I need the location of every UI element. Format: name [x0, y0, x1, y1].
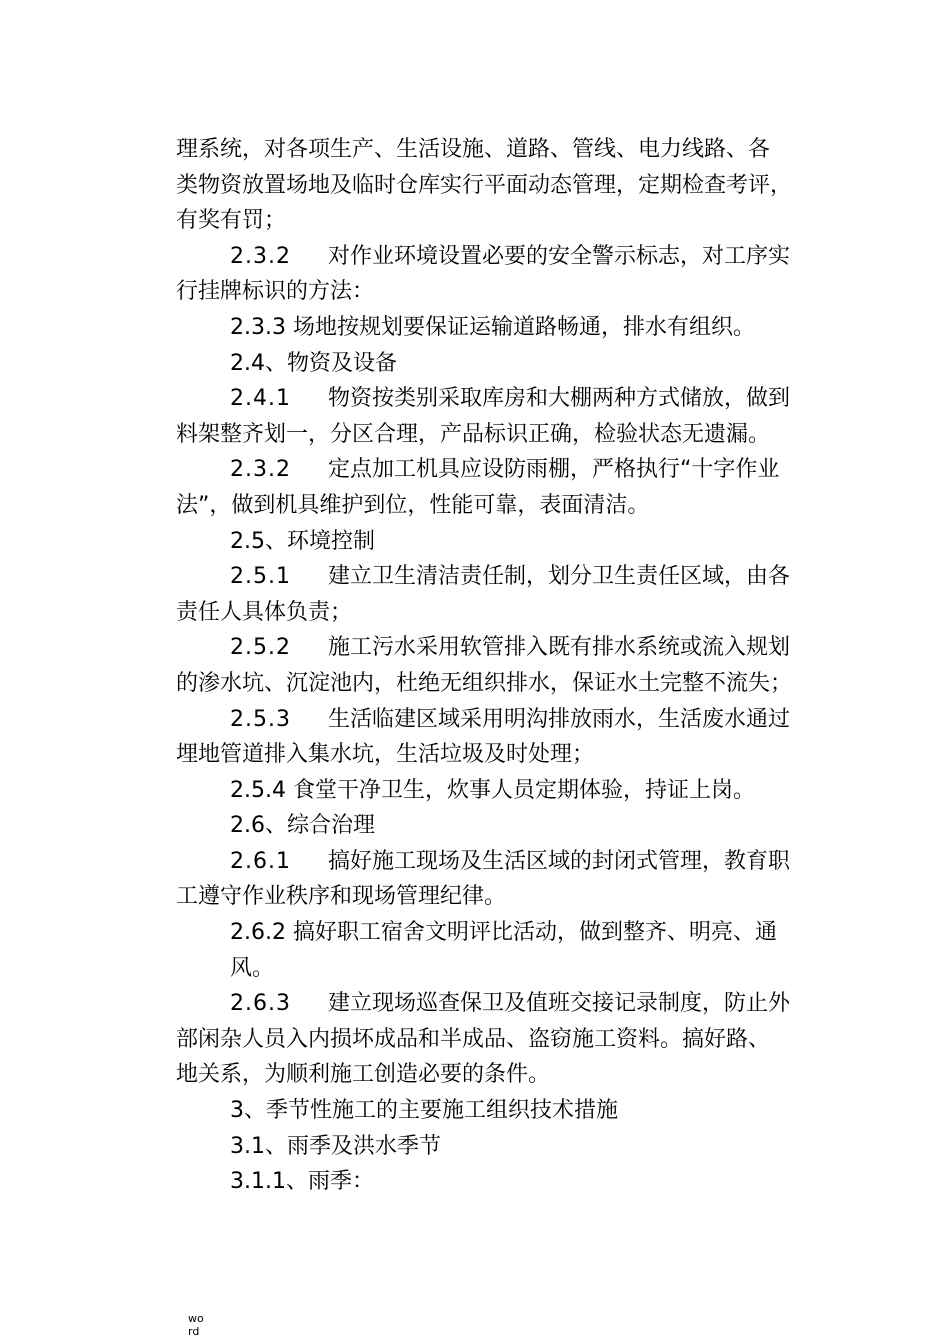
text-line: [176, 346, 826, 382]
text-line: [176, 1093, 826, 1129]
text-line: [176, 168, 826, 204]
page-footer: [188, 1312, 204, 1338]
text-line: [176, 1057, 826, 1093]
line-text: 理系统，对各项生产、生活设施、道路、管线、电力线路、各: [176, 137, 771, 162]
line-text: 搞好施工现场及生活区域的封闭式管理，教育职: [328, 848, 791, 874]
text-line: [176, 630, 826, 666]
text-line: [176, 488, 826, 524]
text-line: [176, 844, 826, 880]
footer-text-line-1: wo: [188, 1312, 204, 1325]
line-text: 风。: [230, 955, 275, 981]
line-text: 2.3.3 场地按规划要保证运输道路畅通，排水有组织。: [230, 314, 755, 340]
text-line: [176, 595, 826, 631]
text-line: [176, 951, 826, 987]
text-line: [176, 524, 826, 560]
section-number: 2.4.1: [230, 386, 291, 412]
text-line: [176, 132, 826, 168]
section-number: 2.6.1: [230, 848, 291, 874]
line-text: 工遵守作业秩序和现场管理纪律。: [176, 884, 507, 910]
line-text: 2.4、物资及设备: [230, 350, 397, 376]
text-line: [176, 559, 826, 595]
line-text: 定点加工机具应设防雨棚，严格执行“十字作业: [328, 457, 780, 483]
text-line: [176, 808, 826, 844]
text-line: [176, 381, 826, 417]
text-line: [176, 702, 826, 738]
line-text: 建立卫生清洁责任制，划分卫生责任区域，由各: [328, 564, 791, 590]
section-number: 2.5.2: [230, 635, 291, 661]
section-number: 2.5.3: [230, 706, 291, 732]
text-line: [176, 310, 826, 346]
line-text: 物资按类别采取库房和大棚两种方式储放，做到: [328, 386, 791, 412]
footer-text-line-2: rd: [188, 1325, 200, 1338]
line-text: 埋地管道排入集水坑，生活垃圾及时处理；: [176, 742, 595, 768]
section-number: 2.6.3: [230, 991, 291, 1017]
line-text: 行挂牌标识的方法：: [176, 279, 375, 305]
text-line: [176, 239, 826, 275]
text-line: [176, 1022, 826, 1058]
line-text: 2.5.4 食堂干净卫生，炊事人员定期体验，持证上岗。: [230, 777, 755, 803]
text-line: [176, 986, 826, 1022]
line-text: 类物资放置场地及临时仓库实行平面动态管理，定期检查考评，: [176, 172, 793, 198]
text-line: [176, 452, 826, 488]
document-body: [176, 132, 826, 1200]
line-text: 2.6.2 搞好职工宿舍文明评比活动，做到整齐、明亮、通: [230, 920, 777, 946]
line-text: 法”，做到机具维护到位，性能可靠，表面清洁。: [176, 492, 650, 518]
text-line: [176, 1164, 826, 1200]
line-text: 责任人具体负责；: [176, 599, 353, 625]
line-text: 3、季节性施工的主要施工组织技术措施: [230, 1098, 618, 1124]
text-line: [176, 737, 826, 773]
line-text: 2.6、综合治理: [230, 813, 375, 839]
line-text: 有奖有罚；: [176, 208, 287, 234]
text-line: [176, 666, 826, 702]
section-number: 2.3.2: [230, 457, 291, 483]
line-text: 2.5、环境控制: [230, 528, 375, 554]
line-text: 生活临建区域采用明沟排放雨水，生活废水通过: [328, 706, 791, 732]
line-text: 建立现场巡查保卫及值班交接记录制度，防止外: [328, 991, 791, 1017]
text-line: [176, 203, 826, 239]
line-text: 3.1、雨季及洪水季节: [230, 1133, 441, 1159]
line-text: 对作业环境设置必要的安全警示标志，对工序实: [328, 243, 791, 269]
line-text: 地关系，为顺利施工创造必要的条件。: [176, 1062, 551, 1088]
line-text: 3.1.1、雨季：: [230, 1169, 374, 1195]
line-text: 料架整齐划一，分区合理，产品标识正确，检验状态无遗漏。: [176, 421, 771, 447]
text-line: [176, 274, 826, 310]
text-line: [176, 879, 826, 915]
text-line: [176, 417, 826, 453]
text-line: [176, 1129, 826, 1165]
line-text: 部闲杂人员入内损坏成品和半成品、盗窃施工资料。搞好路、: [176, 1026, 771, 1052]
line-text: 施工污水采用软管排入既有排水系统或流入规划: [328, 635, 791, 661]
text-line: [176, 773, 826, 809]
section-number: 2.3.2: [230, 243, 291, 269]
line-text: 的渗水坑、沉淀池内，杜绝无组织排水，保证水土完整不流失；: [176, 670, 793, 696]
section-number: 2.5.1: [230, 564, 291, 590]
text-line: [176, 915, 826, 951]
